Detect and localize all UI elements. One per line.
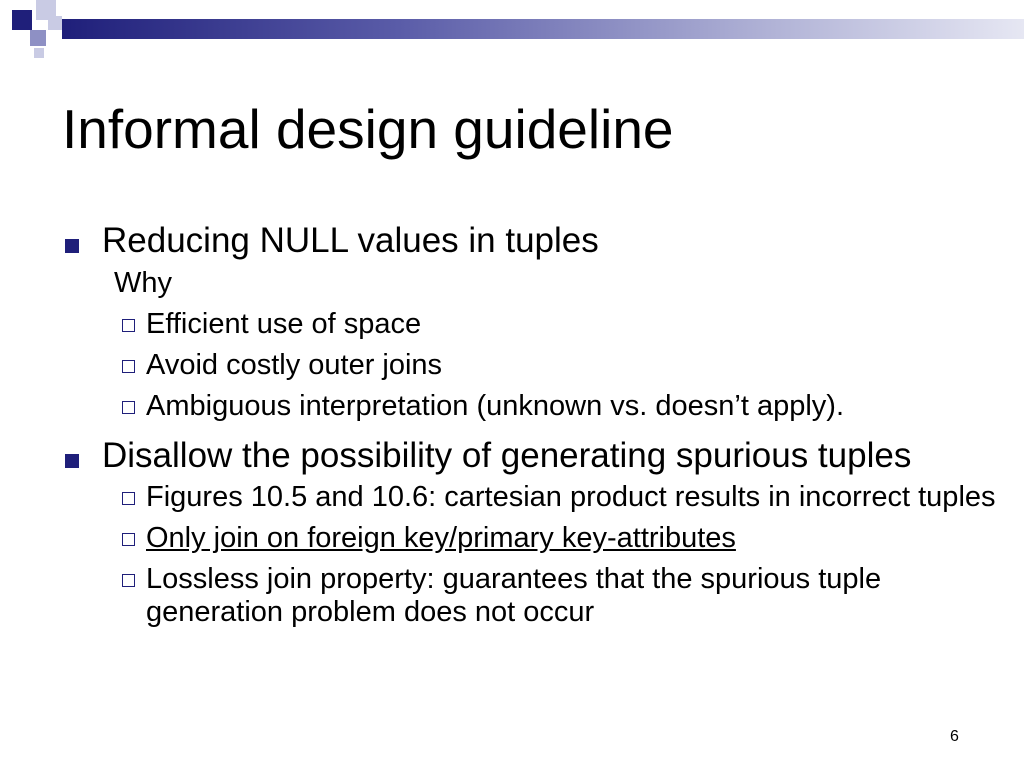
hollow-square-bullet-icon — [122, 574, 135, 587]
bullet-text: Only join on foreign key/primary key-attributes — [146, 522, 736, 554]
bullet-text: Efficient use of space — [146, 308, 422, 340]
hollow-square-bullet-icon — [122, 533, 135, 546]
decorative-square — [34, 48, 44, 58]
slide-body — [62, 222, 1022, 637]
bullet-text: Disallow the possibility of generating spurious tuples — [102, 436, 912, 475]
bullet-text: Lossless join property: guarantees that the spurious tuple generation problem does not occur — [146, 563, 882, 628]
hollow-square-bullet-icon — [122, 401, 135, 414]
slide-title: Informal design guideline — [62, 98, 674, 160]
bullet-text: Reducing NULL values in tuples — [102, 221, 599, 260]
decorative-square — [12, 10, 32, 30]
hollow-square-bullet-icon — [122, 360, 135, 373]
hollow-square-bullet-icon — [122, 492, 135, 505]
bullet-level2 — [62, 522, 1022, 555]
page-number: 6 — [950, 728, 959, 745]
bullet-level2 — [62, 390, 1022, 423]
bullet-level2 — [62, 563, 1022, 629]
bullet-text: Figures 10.5 and 10.6: cartesian product results in incorrect tuples — [146, 481, 996, 513]
hollow-square-bullet-icon — [122, 319, 135, 332]
bullet-level2 — [62, 349, 1022, 382]
subheading-why: Why — [114, 267, 172, 299]
bullet-level1 — [62, 222, 1022, 259]
bullet-text: Ambiguous interpretation (unknown vs. doesn’t apply). — [146, 390, 844, 422]
decorative-square — [48, 16, 62, 30]
bullet-level2 — [62, 308, 1022, 341]
bullet-text: Avoid costly outer joins — [146, 349, 443, 381]
header-gradient-bar — [62, 19, 1024, 39]
bullet-level1 — [62, 437, 1022, 474]
square-bullet-icon — [65, 454, 79, 468]
bullet-level2 — [62, 481, 1022, 514]
square-bullet-icon — [65, 239, 79, 253]
decorative-square — [30, 30, 46, 46]
